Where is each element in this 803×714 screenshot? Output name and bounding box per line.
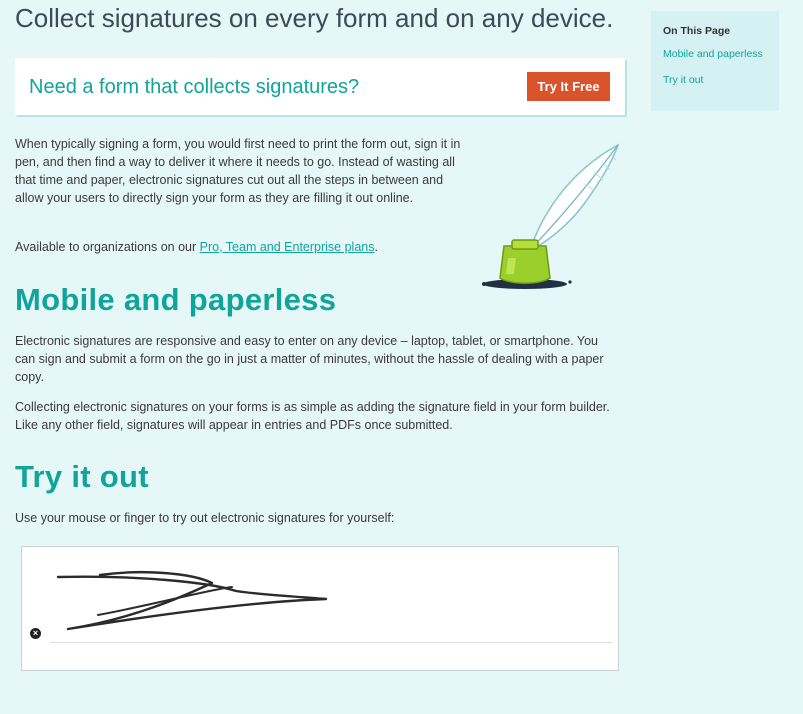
quill-inkwell-illustration	[470, 140, 625, 295]
on-this-page-nav	[651, 11, 779, 111]
try-it-free-button[interactable]: Try It Free	[527, 72, 610, 101]
availability-suffix: .	[374, 240, 378, 254]
availability-text	[15, 238, 378, 256]
mobile-paragraph-1: Electronic signatures are responsive and easy to enter on any device – laptop, tablet, or smartphone. You can sign and submit a form on the go in just a matter of minutes, without the hassle of dealing with a paper copy.	[15, 334, 604, 384]
signature-stroke	[22, 547, 618, 670]
intro-paragraph: When typically signing a form, you would first need to print the form out, sign it in pen, and then find a way to deliver it where it needs to go. Instead of wasting all that time and paper, electronic signatures cut out all the steps in between and allow your users to directly sign your form as they are filling it out online.	[15, 137, 461, 205]
toc-title: On This Page	[663, 25, 731, 37]
cta-banner	[15, 58, 625, 115]
signature-baseline	[50, 642, 612, 643]
x-circle-icon[interactable]: ×	[30, 628, 41, 639]
mobile-paragraph-2: Collecting electronic signatures on your forms is as simple as adding the signature field in your form builder. Like any other field, signatures will appear in entries and PDFs once submitted.	[15, 400, 610, 432]
try-instructions: Use your mouse or finger to try out electronic signatures for yourself:	[15, 511, 395, 525]
mobile-paperless-heading: Mobile and paperless	[15, 282, 337, 317]
page-title: Collect signatures on every form and on any device.	[15, 3, 614, 33]
availability-prefix: Available to organizations on our	[15, 240, 200, 254]
try-it-out-heading: Try it out	[15, 459, 149, 494]
cta-text: Need a form that collects signatures?	[29, 76, 360, 98]
toc-link-mobile-paperless[interactable]: Mobile and paperless	[663, 48, 763, 60]
signature-pad[interactable]	[21, 546, 619, 671]
plans-link[interactable]: Pro, Team and Enterprise plans	[199, 240, 375, 254]
toc-link-try-it-out[interactable]: Try it out	[663, 74, 704, 86]
